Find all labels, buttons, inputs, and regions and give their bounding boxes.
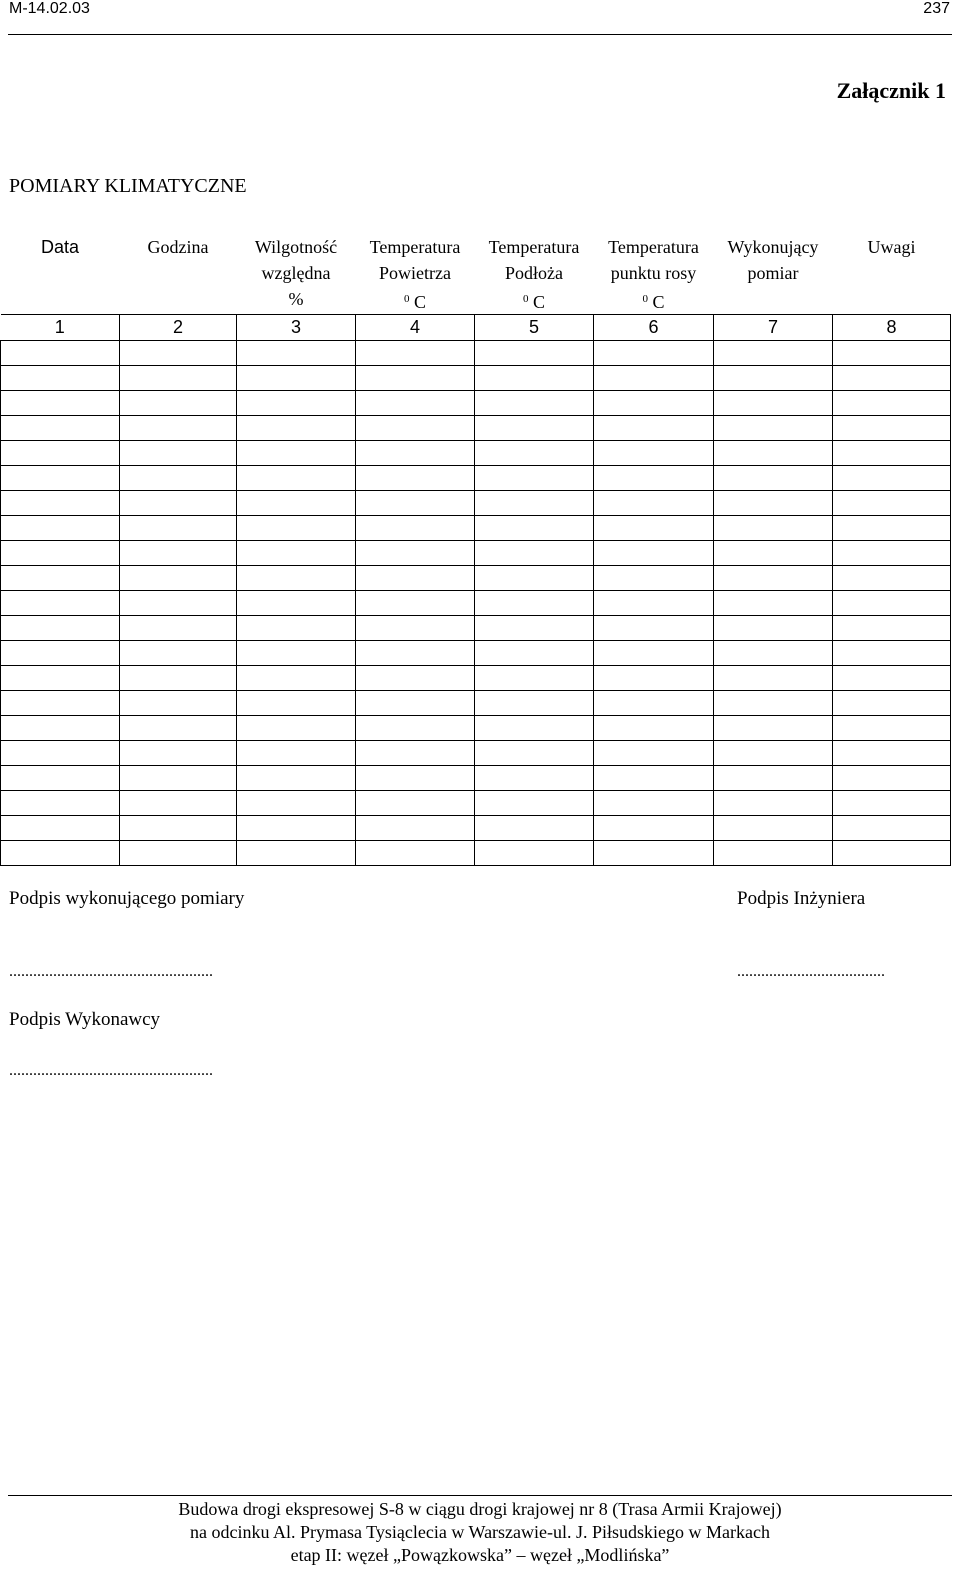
table-row bbox=[1, 466, 951, 491]
table-cell bbox=[833, 441, 951, 466]
table-row bbox=[1, 341, 951, 366]
table-cell bbox=[120, 416, 237, 441]
table-cell bbox=[120, 516, 237, 541]
table-cell bbox=[714, 491, 833, 516]
column-header-line: Temperatura bbox=[369, 237, 461, 257]
table-cell bbox=[120, 566, 237, 591]
table-row bbox=[1, 541, 951, 566]
table-cell bbox=[1, 741, 120, 766]
table-cell bbox=[714, 341, 833, 366]
table-cell bbox=[237, 616, 356, 641]
table-cell bbox=[714, 391, 833, 416]
table-cell bbox=[356, 791, 475, 816]
table-cell bbox=[1, 641, 120, 666]
table-cell bbox=[475, 341, 594, 366]
table-row bbox=[1, 366, 951, 391]
table-cell bbox=[1, 766, 120, 791]
page-number: 237 bbox=[923, 0, 950, 17]
table-cell bbox=[356, 466, 475, 491]
table-cell bbox=[237, 516, 356, 541]
table-cell bbox=[237, 641, 356, 666]
engineer-signature-line: ..................................... bbox=[737, 963, 885, 980]
column-header-unit bbox=[356, 285, 475, 314]
table-row bbox=[1, 516, 951, 541]
table-cell bbox=[714, 666, 833, 691]
page-title: POMIARY KLIMATYCZNE bbox=[9, 175, 247, 197]
table-cell bbox=[120, 791, 237, 816]
column-header-line: względna bbox=[261, 263, 331, 283]
table-row bbox=[1, 616, 951, 641]
table-cell bbox=[475, 516, 594, 541]
table-cell bbox=[120, 366, 237, 391]
table-cell bbox=[833, 516, 951, 541]
column-header-line: % bbox=[288, 289, 304, 309]
table-cell bbox=[120, 766, 237, 791]
table-row bbox=[1, 641, 951, 666]
table-cell bbox=[714, 366, 833, 391]
table-cell bbox=[833, 566, 951, 591]
table-cell bbox=[594, 466, 714, 491]
table-row bbox=[1, 491, 951, 516]
table-cell bbox=[475, 541, 594, 566]
table-cell bbox=[714, 541, 833, 566]
table-cell bbox=[237, 766, 356, 791]
table-cell bbox=[1, 841, 120, 866]
table-cell bbox=[475, 391, 594, 416]
table-cell bbox=[475, 716, 594, 741]
table-cell bbox=[237, 741, 356, 766]
table-row bbox=[1, 566, 951, 591]
table-cell bbox=[1, 716, 120, 741]
column-header-line: punktu rosy bbox=[610, 263, 697, 283]
column-number: 2 bbox=[120, 315, 237, 341]
table-cell bbox=[475, 441, 594, 466]
unit-degree-sup: 0 bbox=[522, 293, 529, 305]
column-header-line: Data bbox=[40, 237, 80, 257]
table-cell bbox=[833, 416, 951, 441]
table-cell bbox=[356, 741, 475, 766]
table-cell bbox=[833, 841, 951, 866]
document-code: M-14.02.03 bbox=[9, 0, 90, 17]
table-cell bbox=[833, 716, 951, 741]
table-cell bbox=[714, 841, 833, 866]
unit-celsius: C bbox=[532, 292, 545, 312]
table-cell bbox=[237, 466, 356, 491]
table-cell bbox=[356, 416, 475, 441]
column-header-temp-punktu-rosy bbox=[594, 233, 714, 315]
column-header-line: Godzina bbox=[147, 237, 209, 257]
table-cell bbox=[594, 491, 714, 516]
table-cell bbox=[356, 641, 475, 666]
table-row bbox=[1, 441, 951, 466]
table-cell bbox=[714, 641, 833, 666]
column-number: 5 bbox=[475, 315, 594, 341]
table-cell bbox=[356, 391, 475, 416]
table-cell bbox=[594, 441, 714, 466]
table-cell bbox=[833, 541, 951, 566]
table-cell bbox=[833, 466, 951, 491]
table-cell bbox=[594, 666, 714, 691]
table-cell bbox=[1, 341, 120, 366]
footer-line-3: etap II: węzeł „Powązkowska” – węzeł „Modlińska” bbox=[290, 1545, 670, 1565]
table-cell bbox=[833, 666, 951, 691]
table-cell bbox=[237, 491, 356, 516]
column-number: 1 bbox=[1, 315, 120, 341]
table-cell bbox=[1, 416, 120, 441]
table-cell bbox=[120, 666, 237, 691]
table-cell bbox=[594, 416, 714, 441]
unit-degree-sup: 0 bbox=[642, 293, 648, 305]
table-cell bbox=[120, 491, 237, 516]
table-cell bbox=[120, 591, 237, 616]
table-cell bbox=[714, 741, 833, 766]
table-cell bbox=[594, 616, 714, 641]
table-cell bbox=[356, 591, 475, 616]
table-cell bbox=[714, 691, 833, 716]
table-row bbox=[1, 766, 951, 791]
table-cell bbox=[120, 741, 237, 766]
table-cell bbox=[237, 816, 356, 841]
column-header-godzina bbox=[120, 233, 237, 315]
table-cell bbox=[1, 466, 120, 491]
table-cell bbox=[714, 616, 833, 641]
table-cell bbox=[1, 691, 120, 716]
table-cell bbox=[833, 691, 951, 716]
table-cell bbox=[714, 441, 833, 466]
table-cell bbox=[714, 591, 833, 616]
table-cell bbox=[120, 541, 237, 566]
table-cell bbox=[475, 366, 594, 391]
table-cell bbox=[594, 566, 714, 591]
table-cell bbox=[475, 466, 594, 491]
table-cell bbox=[833, 741, 951, 766]
table-cell bbox=[1, 391, 120, 416]
column-number: 8 bbox=[833, 315, 951, 341]
table-cell bbox=[594, 541, 714, 566]
footer-divider bbox=[8, 1495, 952, 1496]
table-cell bbox=[714, 516, 833, 541]
table-cell bbox=[237, 366, 356, 391]
annex-label: Załącznik 1 bbox=[836, 78, 946, 103]
unit-degree-sup: 0 bbox=[403, 293, 410, 305]
table-cell bbox=[356, 616, 475, 641]
table-row bbox=[1, 791, 951, 816]
table-cell bbox=[1, 816, 120, 841]
table-cell bbox=[356, 716, 475, 741]
table-cell bbox=[1, 791, 120, 816]
unit-celsius: C bbox=[652, 292, 665, 312]
table-cell bbox=[356, 491, 475, 516]
performer-signature-label: Podpis wykonującego pomiary bbox=[9, 888, 245, 909]
table-cell bbox=[833, 616, 951, 641]
table-cell bbox=[594, 816, 714, 841]
table-cell bbox=[475, 691, 594, 716]
table-cell bbox=[120, 391, 237, 416]
table-cell bbox=[594, 341, 714, 366]
table-cell bbox=[475, 416, 594, 441]
unit-celsius: C bbox=[413, 292, 426, 312]
table-cell bbox=[356, 441, 475, 466]
table-cell bbox=[594, 841, 714, 866]
table-row bbox=[1, 816, 951, 841]
table-row bbox=[1, 391, 951, 416]
table-cell bbox=[356, 366, 475, 391]
table-cell bbox=[120, 341, 237, 366]
table-cell bbox=[833, 816, 951, 841]
table-cell bbox=[120, 641, 237, 666]
table-cell bbox=[475, 591, 594, 616]
table-row bbox=[1, 591, 951, 616]
column-header-temp-podloza bbox=[475, 233, 594, 315]
column-header-wilgotnosc bbox=[237, 233, 356, 315]
table-cell bbox=[594, 641, 714, 666]
column-header-line: Temperatura bbox=[608, 237, 699, 257]
column-header-line: Temperatura bbox=[488, 237, 580, 257]
table-cell bbox=[1, 366, 120, 391]
table-cell bbox=[237, 791, 356, 816]
column-number: 3 bbox=[237, 315, 356, 341]
table-cell bbox=[714, 716, 833, 741]
table-cell bbox=[475, 816, 594, 841]
table-cell bbox=[594, 516, 714, 541]
table-cell bbox=[356, 566, 475, 591]
table-cell bbox=[594, 716, 714, 741]
table-cell bbox=[833, 341, 951, 366]
column-number: 6 bbox=[594, 315, 714, 341]
table-cell bbox=[237, 441, 356, 466]
table-cell bbox=[594, 591, 714, 616]
table-cell bbox=[1, 541, 120, 566]
table-cell bbox=[594, 791, 714, 816]
table-row bbox=[1, 841, 951, 866]
table-cell bbox=[237, 716, 356, 741]
table-cell bbox=[356, 816, 475, 841]
table-cell bbox=[356, 541, 475, 566]
table-cell bbox=[833, 391, 951, 416]
table-cell bbox=[475, 841, 594, 866]
table-cell bbox=[1, 491, 120, 516]
table-cell bbox=[120, 841, 237, 866]
table-cell bbox=[475, 791, 594, 816]
table-cell bbox=[594, 741, 714, 766]
table-cell bbox=[237, 591, 356, 616]
table-cell bbox=[120, 691, 237, 716]
contractor-signature-label: Podpis Wykonawcy bbox=[9, 1009, 161, 1030]
column-header-data bbox=[1, 233, 120, 315]
table-cell bbox=[833, 766, 951, 791]
table-cell bbox=[594, 391, 714, 416]
engineer-signature-label: Podpis Inżyniera bbox=[737, 888, 866, 909]
table-cell bbox=[475, 641, 594, 666]
table-cell bbox=[714, 566, 833, 591]
column-number-row bbox=[1, 315, 951, 341]
table-cell bbox=[833, 791, 951, 816]
table-row bbox=[1, 666, 951, 691]
table-cell bbox=[1, 516, 120, 541]
column-header-wykonujacy bbox=[714, 233, 833, 315]
contractor-signature-line: ................................................... bbox=[9, 1062, 213, 1079]
table-cell bbox=[594, 691, 714, 716]
column-header-line: Powietrza bbox=[379, 263, 451, 283]
table-cell bbox=[594, 766, 714, 791]
table-cell bbox=[1, 441, 120, 466]
table-cell bbox=[356, 666, 475, 691]
table-cell bbox=[237, 691, 356, 716]
table-row bbox=[1, 691, 951, 716]
performer-signature-line: ................................................... bbox=[9, 963, 213, 980]
table-row bbox=[1, 416, 951, 441]
table-cell bbox=[356, 766, 475, 791]
table-row bbox=[1, 741, 951, 766]
table-cell bbox=[475, 741, 594, 766]
table-header-row bbox=[1, 233, 951, 315]
column-header-uwagi bbox=[833, 233, 951, 315]
table-cell bbox=[356, 841, 475, 866]
table-cell bbox=[120, 616, 237, 641]
table-cell bbox=[475, 491, 594, 516]
table-cell bbox=[833, 491, 951, 516]
table-cell bbox=[237, 416, 356, 441]
table-cell bbox=[475, 666, 594, 691]
table-cell bbox=[594, 366, 714, 391]
table-cell bbox=[237, 666, 356, 691]
column-header-line: Wykonujący bbox=[727, 237, 819, 257]
table-cell bbox=[356, 691, 475, 716]
table-cell bbox=[714, 816, 833, 841]
table-cell bbox=[1, 616, 120, 641]
table-cell bbox=[237, 541, 356, 566]
column-header-unit bbox=[594, 285, 714, 314]
table-cell bbox=[237, 391, 356, 416]
table-cell bbox=[833, 641, 951, 666]
table-cell bbox=[714, 791, 833, 816]
table-cell bbox=[120, 441, 237, 466]
table-cell bbox=[833, 366, 951, 391]
table-cell bbox=[714, 416, 833, 441]
table-cell bbox=[237, 841, 356, 866]
table-cell bbox=[714, 766, 833, 791]
table-cell bbox=[120, 716, 237, 741]
column-header-unit bbox=[475, 285, 594, 314]
table-cell bbox=[1, 591, 120, 616]
table-cell bbox=[120, 816, 237, 841]
table-cell bbox=[1, 566, 120, 591]
table-cell bbox=[120, 466, 237, 491]
table-cell bbox=[714, 466, 833, 491]
table-cell bbox=[475, 616, 594, 641]
column-number: 7 bbox=[714, 315, 833, 341]
table-cell bbox=[833, 591, 951, 616]
table-cell bbox=[475, 566, 594, 591]
table-cell bbox=[237, 566, 356, 591]
column-header-line: pomiar bbox=[747, 263, 799, 283]
table-row bbox=[1, 716, 951, 741]
table-cell bbox=[1, 666, 120, 691]
column-header-line: Wilgotność bbox=[254, 237, 338, 257]
column-header-temp-powietrza bbox=[356, 233, 475, 315]
column-header-line: Uwagi bbox=[867, 237, 916, 257]
table-cell bbox=[356, 341, 475, 366]
footer-line-2: na odcinku Al. Prymasa Tysiąclecia w Warszawie-ul. J. Piłsudskiego w Markach bbox=[190, 1522, 770, 1542]
column-number: 4 bbox=[356, 315, 475, 341]
column-header-line: Podłoża bbox=[505, 263, 563, 283]
table-cell bbox=[475, 766, 594, 791]
header-divider bbox=[8, 34, 952, 35]
footer-line-1: Budowa drogi ekspresowej S-8 w ciągu drogi krajowej nr 8 (Trasa Armii Krajowej) bbox=[178, 1499, 782, 1519]
table-cell bbox=[356, 516, 475, 541]
climate-measurements-table bbox=[0, 233, 951, 866]
table-cell bbox=[237, 341, 356, 366]
